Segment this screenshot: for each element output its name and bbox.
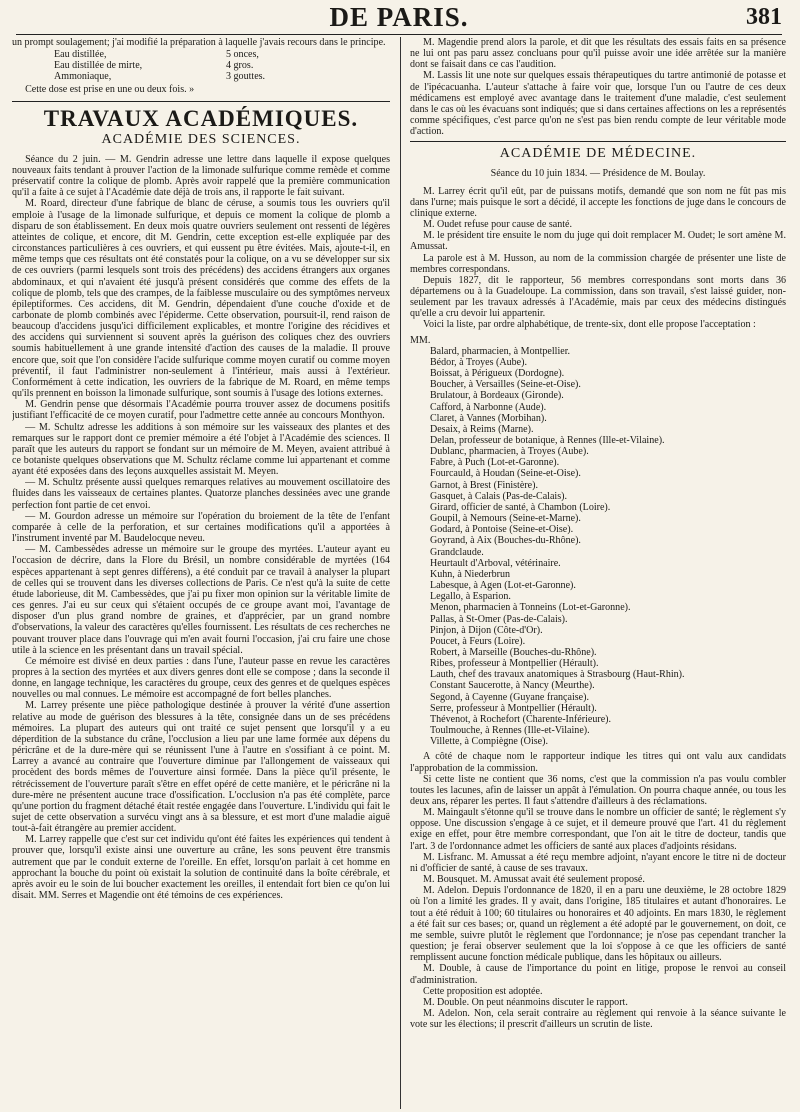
member-list bbox=[409, 334, 786, 748]
list-item: Gasquet, à Calais (Pas-de-Calais). bbox=[429, 490, 567, 502]
columns bbox=[12, 35, 786, 1109]
section-subtitle: ACADÉMIE DE MÉDECINE. bbox=[410, 141, 786, 162]
recipe-row bbox=[54, 49, 390, 60]
right-column bbox=[400, 37, 786, 1109]
recipe-row bbox=[54, 60, 390, 71]
list-item: Girard, officier de santé, à Chambon (Loire). bbox=[429, 501, 611, 513]
list-item: Menon, pharmacien à Tonneins (Lot-et-Garonne). bbox=[429, 602, 631, 614]
article-paragraph: — M. Schultz adresse les additions à son mémoire sur les vaisseaux des plantes et des remarques sur le rapport dont ce premier mémoire a été l'objet à l'Académie des sciences. Il paraît que les auteurs du rapport se fondant sur un mémoire de M. Meyen, avaient attribué à ce botaniste quelques observations que M. Schultz réclame comme lui appartenant et comme ayant été exposées dans des leçons auxquelles assistait M. Meyen. bbox=[12, 421, 390, 478]
section-subtitle: ACADÉMIE DES SCIENCES. bbox=[101, 131, 301, 147]
recipe-qty: 4 gros. bbox=[226, 60, 254, 72]
list-item: Heurtault d'Arboval, vétérinaire. bbox=[429, 557, 561, 569]
article-paragraph: Si cette liste ne contient que 36 noms, c'est que la commission n'a pas voulu combler toutes les lacunes, afin de laisser un appât à l'émulation. On pourra chaque année, ou tous les deux ans, réparer les pertes. Il faut s'attendre d'ailleurs à des réclamations. bbox=[409, 773, 786, 807]
article-paragraph: M. Roard, directeur d'une fabrique de blanc de céruse, a soumis tous les ouvriers qu'il emploie à l'usage de la limonade sulfurique, et depuis ce moment la colique de plomb a disparu de son établissement. En deux mois quatre ouvriers seulement ont ressenti de légères atteintes de colique, et encore, dit M. Gendrin, cette exception est-elle expliquée par des circonstances particulières à ces ouvriers, et qui eussent pu être évitées. Mais, ajoute-t-il, en même temps que ces résultats ont été constatés pour la colique, on a vu se développer sur six de ces ouvriers (parmi lesquels sont trois des précédens) des accidens étrangers aux organes abdominaux, et qui n'avaient été jusqu'à présent considérés que comme des effets de la colique de plomb, tels que des crampes, de la faiblesse musculaire ou des symptômes nerveux épileptiformes. Ces accidens, dit M. Gendrin, dépendaient d'une couche d'oxide et de carbonate de plomb combinés avec l'épiderme. Cette observation, poursuit-il, rend raison de beaucoup d'accidens jusqu'ici difficilement explicables, et montre l'origine des récidives et des accidens qui surviennent si souvent après la guérison des coliques chez des ouvriers soumis habituellement à une grande intensité d'action des causes de la maladie. Il prouve encore que, soit que l'on considère l'acide sulfurique comme moyen curatif ou comme moyen préventif, il faut l'administrer non-seulement à l'intérieur, mais aussi à l'extérieur. Conformément à cette indication, les ouvriers de la fabrique de M. Roard, en même temps qu'ils prennent en boisson la limonade sulfurique, sont soumis à l'usage des lotions externes. bbox=[12, 198, 390, 400]
dose-line: Cette dose est prise en une ou deux fois. » bbox=[25, 83, 195, 95]
left-column bbox=[12, 37, 390, 1109]
article-paragraph: M. Gendrin pense que désormais l'Académie pourra trouver assez de documens positifs justifiant l'efficacité de ce moyen curatif, pour l'admettre cette année au concours Monthyon. bbox=[12, 399, 390, 422]
list-item: Kuhn, à Niederbrun bbox=[429, 568, 511, 580]
list-item: Fourcauld, à Houdan (Seine-et-Oise). bbox=[429, 468, 581, 480]
page-header bbox=[16, 0, 782, 35]
list-item: Fabre, à Puch (Lot-et-Garonne). bbox=[429, 457, 560, 469]
article-paragraph: Depuis 1827, dit le rapporteur, 56 membres correspondans sont morts dans 36 départemens ou à la Guadeloupe. La commission, dans son travail, s'est laissé guider, non-seulement par les travaux adressés à l'Académie, mais par ceux des médecins distingués qu'elle a cru devoir lui appartenir. bbox=[409, 274, 786, 320]
list-item: Desaix, à Reims (Marne). bbox=[429, 423, 534, 435]
recipe-row bbox=[54, 71, 390, 82]
list-item: Ribes, professeur à Montpellier (Hérault). bbox=[429, 658, 599, 670]
list-item: Goupil, à Nemours (Seine-et-Marne). bbox=[429, 513, 581, 525]
intro-paragraph: un prompt soulagement; j'ai modifié la préparation à laquelle j'avais recours dans le principe. bbox=[12, 37, 386, 48]
session-line: Séance du 10 juin 1834. — Présidence de M. Boulay. bbox=[490, 168, 706, 180]
list-item: Claret, à Vannes (Morbihan). bbox=[429, 412, 547, 424]
article-paragraph: M. Bousquet. M. Amussat avait été seulement proposé. bbox=[423, 874, 645, 886]
list-item: Balard, pharmacien, à Montpellier. bbox=[429, 345, 571, 357]
article-paragraph: Ce mémoire est divisé en deux parties : dans l'une, l'auteur passe en revue les caractères propres à la section des myrtées et aux divers genres dont elle se compose ; dans la seconde il donne, en langage technique, les caractères du groupe, ceux des genres et de quelques espèces nouvelles ou mal connues. Le mémoire est accompagné de fort belles planches. bbox=[12, 655, 390, 701]
recipe-qty: 5 onces, bbox=[226, 49, 259, 61]
article-paragraph: A côté de chaque nom le rapporteur indique les titres qui ont valu aux candidats l'approbation de la commission. bbox=[409, 751, 786, 774]
list-item: Dublanc, pharmacien, à Troyes (Aube). bbox=[429, 446, 589, 458]
list-item: Pinjon, à Dijon (Côte-d'Or). bbox=[429, 624, 543, 636]
list-lead: MM. bbox=[409, 334, 431, 346]
list-item: Pallas, à St-Omer (Pas-de-Calais). bbox=[429, 613, 568, 625]
list-item: Godard, à Pontoise (Seine-et-Oise). bbox=[429, 524, 574, 536]
list-item: Lauth, chef des travaux anatomiques à Strasbourg (Haut-Rhin). bbox=[429, 669, 685, 681]
list-item: Serre, professeur à Montpellier (Hérault). bbox=[429, 702, 597, 714]
list-item: Goyrand, à Aix (Bouches-du-Rhône). bbox=[429, 535, 581, 547]
article-paragraph: — M. Gourdon adresse un mémoire sur l'opération du broiement de la tête de l'enfant comparée à celle de la perforation, et sur certaines modifications qu'il a apportées à l'instrument inventé par M. Baudelocque neveu. bbox=[12, 510, 390, 545]
list-item: Grandclaude. bbox=[429, 546, 484, 558]
recipe-ingredient: Ammoniaque, bbox=[54, 71, 112, 83]
article-paragraph: M. Maingault s'étonne qu'il se trouve dans le nombre un officier de santé; le règlement s'y oppose. Une discussion s'engage à ce sujet, et il demeure prouvé que l'art. 41 du règlement exige en effet, pour être membre correspondant, que l'on ait le titre de docteur, tandis que l'art. 3 de l'ordonnance admet les officiers de santé aux places d'adjoints résidans. bbox=[409, 807, 786, 852]
list-item: Labesque, à Agen (Lot-et-Garonne). bbox=[429, 580, 576, 592]
list-item: Villette, à Compiègne (Oise). bbox=[429, 736, 548, 748]
list-item: Cafford, à Narbonne (Aude). bbox=[429, 401, 547, 413]
list-item: Constant Saucerotte, à Nancy (Meurthe). bbox=[429, 680, 595, 692]
section-title: TRAVAUX ACADÉMIQUES. bbox=[12, 101, 390, 131]
article-paragraph: Voici la liste, par ordre alphabétique, de trente-six, dont elle propose l'acceptation : bbox=[423, 319, 756, 331]
article-paragraph: M. Adelon. Depuis l'ordonnance de 1820, il en a paru une deuxième, le 28 octobre 1829 où l'on a limité les grades. Il y avait, dans l'origine, 185 titulaires et autant d'honoraires. Le tout a été réduit à 100; 60 titulaires ou honoraires et 40 adjoints. En mars 1830, le règlement a été fait sur ces bases; or, quand un règlement a été adopté par le gouvernement, on doit, ce me semble, suivre plutôt le règlement que l'ordonnance; je n'ose pas cependant trancher la question; je ferai observer seulement que la loi s'oppose à ce que les officiers de santé remplissent aucune fonction médicale publique, dans les hôpitaux ou ailleurs. bbox=[409, 885, 786, 964]
article-paragraph: Séance du 2 juin. — M. Gendrin adresse une lettre dans laquelle il expose quelques nouveaux faits tendant à prouver l'action de la limonade sulfurique comme remède et comme préservatif contre la colique de plomb. Après avoir rappelé que la première communication qu'il a faite à ce sujet à l'Académie date déjà de trois ans, il rapporte le fait suivant. bbox=[12, 153, 390, 199]
list-item: Brulatour, à Bordeaux (Gironde). bbox=[429, 390, 564, 402]
list-item: Boissat, à Périgueux (Dordogne). bbox=[429, 368, 565, 380]
list-item: Boucher, à Versailles (Seine-et-Oise). bbox=[429, 379, 581, 391]
article-paragraph: Cette proposition est adoptée. bbox=[423, 985, 543, 997]
list-item: Segond, à Cayenne (Guyane française). bbox=[429, 691, 589, 703]
article-paragraph: M. Oudet refuse pour cause de santé. bbox=[423, 219, 573, 231]
recipe bbox=[54, 49, 390, 82]
list-item: Poucet, à Feurs (Loire). bbox=[429, 635, 526, 647]
article-paragraph: — M. Schultz présente aussi quelques remarques relatives au mouvement oscillatoire des fluides dans les vaisseaux de certaines plantes. Quatorze planches dessinées avec une grande perfection font partie de cet envoi. bbox=[12, 477, 390, 511]
list-item: Garnot, à Brest (Finistère). bbox=[429, 479, 538, 491]
article-paragraph: M. Larrey présente une pièce pathologique destinée à prouver la vérité d'une assertion relative au mode de guérison des blessures à la tête, consignée dans un de ses précédens mémoires. La plupart des auteurs qui ont traité ce sujet pensent que lorsqu'il y a eu déperdition de la substance du crâne, l'occlusion a lieu par une lame formée aux dépens du péricrâne et de la dure-mère qui se réunissent l'une à l'autre en s'ossifiant à ce point. M. Larrey a avancé au contraire que l'ouverture diminue par l'allongement de vaisseaux qui procèdent des bords mêmes de l'ouverture ainsi formée. Dans la pièce qu'il présente, le rétrécissement de l'ouverture paraît s'être en effet opéré de cette manière, et le péricrâne ni la dure-mère ne présentent aucune trace d'ossification. L'occlusion n'a pas été complète, parce qu'une portion du fragment détaché était restée engagée dans l'ouverture. L'individu qui fait le sujet de cette observation a survécu vingt ans à sa blessure, et est mort d'une maladie aiguë tout-à-fait étrangère au premier accident. bbox=[12, 700, 390, 835]
article-paragraph: M. Larrey rappelle que c'est sur cet individu qu'ont été faites les expériences qui tendent à prouver que, lorsqu'il existe ainsi une ouverture au crâne, les sons peuvent être transmis autrement que par le conduit externe de l'oreille. En effet, lorsqu'on parlait à cet homme en approchant la bouche du point où existait la solution de continuité dans la boîte cérébrale, et après avoir eu le soin de lui boucher exactement les oreilles, il entendait fort bien ce qu'on lui disait. MM. Serres et Magendie ont été témoins de ces expériences. bbox=[12, 834, 390, 902]
list-item: Legallo, à Esparion. bbox=[429, 591, 511, 603]
article-paragraph: M. Adelon. Non, cela serait contraire au règlement qui renvoie à la séance suivante le vote sur les élections; il prescrit d'ailleurs un scrutin de liste. bbox=[409, 1007, 786, 1031]
article-paragraph: M. le président tire ensuite le nom du juge qui doit remplacer M. Oudet; le sort amène M. Amussat. bbox=[409, 230, 786, 253]
article-paragraph: M. Magendie prend alors la parole, et dit que les résultats des essais faits en sa présence ne lui ont pas paru assez concluans pour qu'il puisse avoir une idée arrêtée sur la manière dont se faisait dans ce cas l'audition. bbox=[409, 37, 786, 71]
recipe-qty: 3 gouttes. bbox=[226, 71, 266, 83]
list-item: Robert, à Marseille (Bouches-du-Rhône). bbox=[429, 646, 597, 658]
list-item: Thévenot, à Rochefort (Charente-Inférieure). bbox=[429, 713, 612, 725]
list-item: Toulmouche, à Rennes (Ille-et-Vilaine). bbox=[429, 725, 590, 737]
article-paragraph: — M. Cambessèdes adresse un mémoire sur le groupe des myrtées. L'auteur ayant eu l'occasion de décrire, dans la Flore du Brésil, un nombre considérable de myrtées (164 espèces appartenant à sept genres différens), a été conduit par ce travail à analyser la plupart de celles qui se trouvent dans les diverses collections de Paris. Ce n'est qu'à la suite de cette étude laborieuse, dit M. Cambessèdes, que j'ai pu fixer mon opinion sur la véritable limite de ces genres. J'ai eu sur ceux qui s'étaient occupés de ce groupe avant moi, l'avantage de disposer d'un plus grand nombre de graines, et d'apprécier, par un grand nombre d'observations, la valeur des caractères qu'elles fournissent. Les résultats de ces recherches ne pouvant trouver place dans l'ouvrage qui m'en avait fourni l'occasion, j'ai cru faire une chose utile à la science en les présentant dans un travail spécial. bbox=[12, 544, 390, 656]
running-title: DE PARIS. bbox=[329, 2, 469, 32]
article-paragraph: M. Double, à cause de l'importance du point en litige, propose le renvoi au conseil d'administration. bbox=[409, 963, 786, 986]
article-paragraph: M. Larrey écrit qu'il eût, par de puissans motifs, demandé que son nom ne fût pas mis dans l'urne; mais puisque le sort a décidé, il accepte les fonctions de juge dans le concours de clinique externe. bbox=[409, 185, 786, 219]
article-paragraph: M. Double. On peut néanmoins discuter le rapport. bbox=[423, 996, 628, 1008]
page-number: 381 bbox=[746, 4, 782, 30]
recipe-ingredient: Eau distillée, bbox=[54, 49, 107, 61]
list-item: Bédor, à Troyes (Aube). bbox=[429, 356, 527, 368]
recipe-ingredient: Eau distillée de mirte, bbox=[54, 60, 143, 72]
article-paragraph: M. Lisfranc. M. Amussat a été reçu membre adjoint, n'ayant encore le titre ni de docteur ni d'officier de santé, à cause de ses travaux. bbox=[409, 851, 786, 874]
list-item: Delan, professeur de botanique, à Rennes (Ille-et-Vilaine). bbox=[429, 435, 665, 446]
article-paragraph: La parole est à M. Husson, au nom de la commission chargée de présenter une liste de membres correspondans. bbox=[409, 252, 786, 275]
article-paragraph: M. Lassis lit une note sur quelques essais thérapeutiques du tartre antimonié de potasse et de l'ipécacuanha. L'auteur s'attache à faire voir que, lorsque l'un ou l'autre de ces deux médicamens est employé avec avantage dans le traitement d'une maladie, c'est seulement dans le cas où les évacuans sont indiqués; que si dans certaines affections on les a représentés comme spécifiques, c'est parce qu'on ne s'est pas bien rendu compte de leur véritable mode d'action. bbox=[409, 70, 786, 138]
